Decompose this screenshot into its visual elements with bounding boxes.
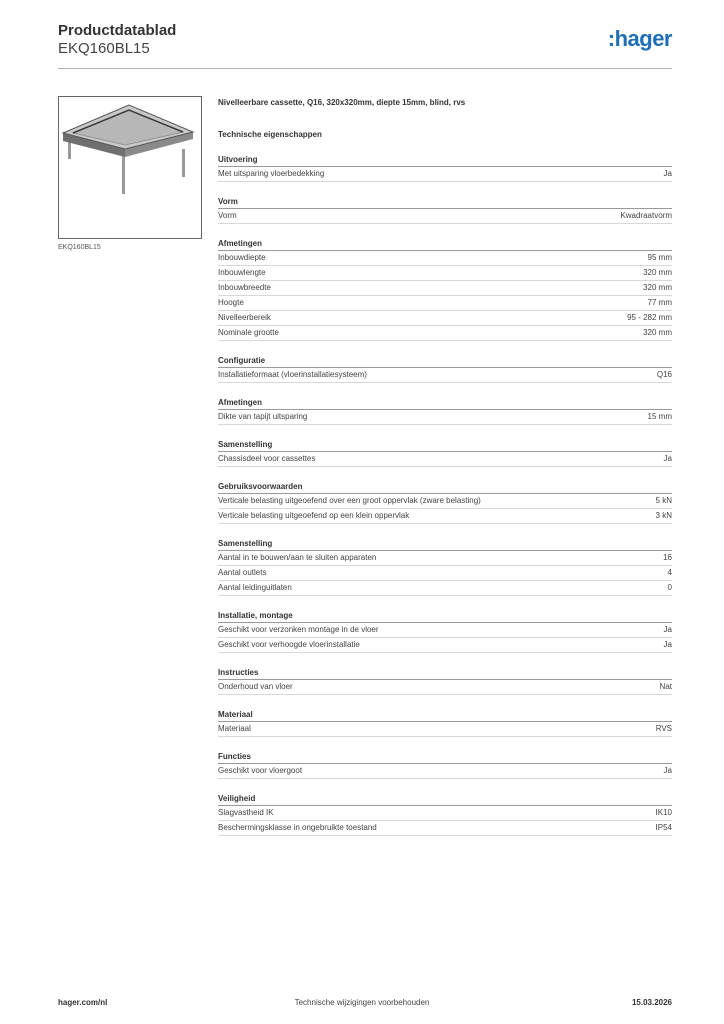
spec-value: Ja	[663, 766, 672, 775]
footer-date: 15.03.2026	[631, 998, 672, 1007]
spec-group	[218, 610, 672, 653]
spec-value: 95 mm	[647, 253, 672, 262]
group-heading: Afmetingen	[218, 238, 672, 251]
spec-row	[218, 680, 672, 695]
spec-label: Onderhoud van vloer	[218, 682, 293, 691]
group-heading: Instructies	[218, 667, 672, 680]
spec-row	[218, 296, 672, 311]
spec-label: Installatieformaat (vloerinstallatiesysteem)	[218, 370, 367, 379]
spec-label: Materiaal	[218, 724, 251, 733]
spec-row	[218, 551, 672, 566]
group-heading: Vorm	[218, 196, 672, 209]
spec-value: 320 mm	[643, 268, 672, 277]
spec-label: Aantal leidinguitlaten	[218, 583, 292, 592]
spec-row	[218, 494, 672, 509]
spec-row	[218, 509, 672, 524]
spec-label: Slagvastheid IK	[218, 808, 274, 817]
group-heading: Afmetingen	[218, 397, 672, 410]
page-title: Productdatablad	[58, 22, 177, 39]
spec-row	[218, 368, 672, 383]
spec-label: Beschermingsklasse in ongebruikte toestand	[218, 823, 377, 832]
spec-label: Verticale belasting uitgeoefend op een klein oppervlak	[218, 511, 410, 520]
spec-group	[218, 238, 672, 341]
spec-row	[218, 722, 672, 737]
spec-label: Nivelleerbereik	[218, 313, 271, 322]
spec-content	[218, 97, 672, 836]
spec-group	[218, 751, 672, 779]
spec-label: Geschikt voor verzonken montage in de vloer	[218, 625, 379, 634]
spec-group	[218, 196, 672, 224]
spec-label: Vorm	[218, 211, 237, 220]
spec-row	[218, 764, 672, 779]
spec-value: IP54	[655, 823, 672, 832]
spec-row	[218, 266, 672, 281]
group-heading: Functies	[218, 751, 672, 764]
spec-row	[218, 167, 672, 182]
spec-value: 4	[667, 568, 672, 577]
group-heading: Installatie, montage	[218, 610, 672, 623]
group-heading: Gebruiksvoorwaarden	[218, 481, 672, 494]
spec-value: Nat	[659, 682, 672, 691]
spec-label: Chassisdeel voor cassettes	[218, 454, 316, 463]
spec-row	[218, 806, 672, 821]
group-heading: Samenstelling	[218, 439, 672, 452]
spec-value: 320 mm	[643, 283, 672, 292]
spec-label: Geschikt voor vloergoot	[218, 766, 303, 775]
product-code: EKQ160BL15	[58, 40, 150, 57]
footer-website[interactable]: hager.com/nl	[58, 998, 108, 1007]
spec-row	[218, 638, 672, 653]
group-heading: Samenstelling	[218, 538, 672, 551]
hager-logo[interactable]: :hager	[607, 26, 672, 51]
spec-value: Ja	[663, 640, 672, 649]
spec-group	[218, 667, 672, 695]
spec-value: 95 - 282 mm	[627, 313, 672, 322]
spec-value: Q16	[656, 370, 672, 379]
spec-value: 3 kN	[655, 511, 672, 520]
spec-group	[218, 793, 672, 836]
spec-row	[218, 209, 672, 224]
spec-label: Inbouwdiepte	[218, 253, 266, 262]
image-caption: EKQ160BL15	[58, 244, 101, 251]
spec-value: RVS	[655, 724, 672, 733]
spec-groups	[218, 154, 672, 836]
spec-value: 77 mm	[647, 298, 672, 307]
group-heading: Uitvoering	[218, 154, 672, 167]
footer-notice: Technische wijzigingen voorbehouden	[294, 998, 430, 1007]
specs-heading: Technische eigenschappen	[218, 130, 322, 139]
spec-label: Dikte van tapijt uitsparing	[218, 412, 308, 421]
spec-label: Inbouwbreedte	[218, 283, 271, 292]
spec-value: Ja	[663, 169, 672, 178]
spec-group	[218, 481, 672, 524]
spec-row	[218, 566, 672, 581]
spec-row	[218, 581, 672, 596]
spec-group	[218, 355, 672, 383]
spec-label: Inbouwlengte	[218, 268, 266, 277]
spec-row	[218, 311, 672, 326]
product-description: Nivelleerbare cassette, Q16, 320x320mm, diepte 15mm, blind, rvs	[218, 98, 466, 107]
spec-row	[218, 410, 672, 425]
spec-label: Aantal in te bouwen/aan te sluiten apparaten	[218, 553, 377, 562]
spec-value: Ja	[663, 454, 672, 463]
group-heading: Configuratie	[218, 355, 672, 368]
spec-label: Nominale grootte	[218, 328, 279, 337]
spec-value: 15 mm	[647, 412, 672, 421]
spec-value: 0	[667, 583, 672, 592]
spec-group	[218, 439, 672, 467]
spec-row	[218, 326, 672, 341]
spec-group	[218, 709, 672, 737]
spec-value: 16	[663, 553, 672, 562]
spec-value: Ja	[663, 625, 672, 634]
spec-label: Aantal outlets	[218, 568, 267, 577]
spec-label: Met uitsparing vloerbedekking	[218, 169, 325, 178]
group-heading: Materiaal	[218, 709, 672, 722]
spec-group	[218, 538, 672, 596]
spec-row	[218, 251, 672, 266]
spec-value: IK10	[655, 808, 672, 817]
spec-label: Geschikt voor verhoogde vloerinstallatie	[218, 640, 360, 649]
spec-label: Hoogte	[218, 298, 244, 307]
product-image	[58, 96, 202, 239]
spec-label: Verticale belasting uitgeoefend over een groot oppervlak (zware belasting)	[218, 496, 481, 505]
spec-group	[218, 397, 672, 425]
cassette-illustration	[59, 97, 201, 238]
spec-value: Kwadraatvorm	[620, 211, 672, 220]
spec-group	[218, 154, 672, 182]
spec-row	[218, 452, 672, 467]
spec-value: 5 kN	[655, 496, 672, 505]
spec-row	[218, 821, 672, 836]
header-divider	[58, 68, 672, 69]
group-heading: Veiligheid	[218, 793, 672, 806]
spec-value: 320 mm	[643, 328, 672, 337]
spec-row	[218, 623, 672, 638]
spec-row	[218, 281, 672, 296]
